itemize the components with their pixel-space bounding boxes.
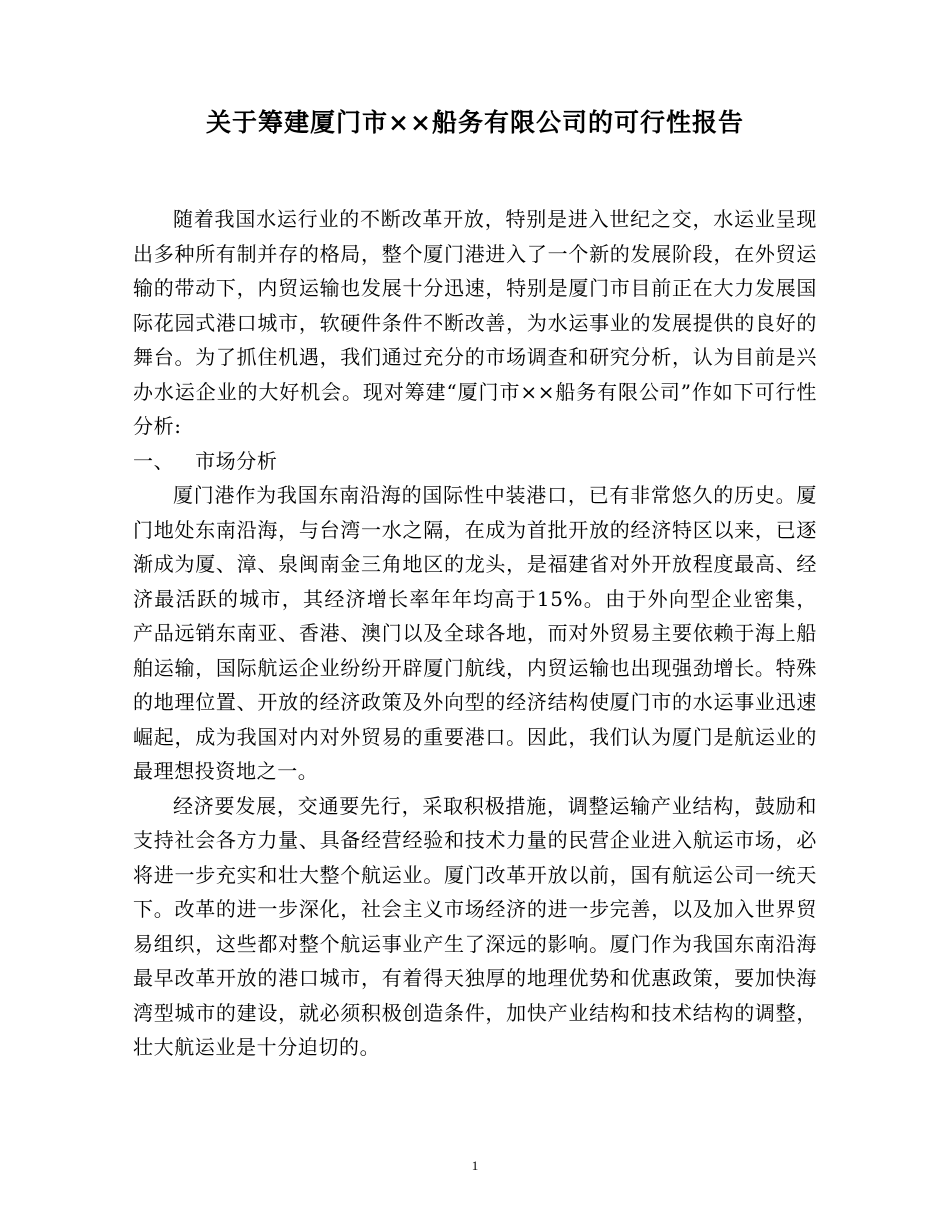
document-body	[133, 202, 817, 1065]
intro-paragraph: 随着我国水运行业的不断改革开放，特别是进入世纪之交，水运业呈现出多种所有制并存的格局，整个厦门港进入了一个新的发展阶段，在外贸运输的带动下，内贸运输也发展十分迅速，特别是厦门市目前正在大力发展国际花园式港口城市，软硬件条件不断改善，为水运事业的发展提供的良好的舞台。为了抓住机遇，我们通过充分的市场调查和研究分析，认为目前是兴办水运企业的大好机会。现对筹建“厦门市××船务有限公司”作如下可行性分析:	[133, 207, 817, 438]
section-heading	[133, 444, 817, 479]
section-number: 一、	[133, 448, 175, 473]
section-title: 市场分析	[195, 448, 278, 473]
page-number: 1	[471, 1158, 479, 1173]
document-title: 关于筹建厦门市××船务有限公司的可行性报告	[206, 108, 744, 137]
body-paragraph: 经济要发展，交通要先行，采取积极措施，调整运输产业结构，鼓励和支持社会各方力量、具备经营经验和技术力量的民营企业进入航运市场，必将进一步充实和壮大整个航运业。厦门改革开放以前，国有航运公司一统天下。改革的进一步深化，社会主义市场经济的进一步完善，以及加入世界贸易组织，这些都对整个航运事业产生了深远的影响。厦门作为我国东南沿海最早改革开放的港口城市，有着得天独厚的地理优势和优惠政策，要加快海湾型城市的建设，就必须积极创造条件，加快产业结构和技术结构的调整，壮大航运业是十分迫切的。	[133, 793, 817, 1059]
body-paragraph: 厦门港作为我国东南沿海的国际性中装港口，已有非常悠久的历史。厦门地处东南沿海，与台湾一水之隔，在成为首批开放的经济特区以来，已逐渐成为厦、漳、泉闽南金三角地区的龙头，是福建省对外开放程度最高、经济最活跃的城市，其经济增长率年年均高于15%。由于外向型企业密集，产品远销东南亚、香港、澳门以及全球各地，而对外贸易主要依赖于海上船舶运输，国际航运企业纷纷开辟厦门航线，内贸运输也出现强劲增长。特殊的地理位置、开放的经济政策及外向型的经济结构使厦门市的水运事业迅速崛起，成为我国对内对外贸易的重要港口。因此，我们认为厦门是航运业的最理想投资地之一。	[133, 483, 817, 783]
